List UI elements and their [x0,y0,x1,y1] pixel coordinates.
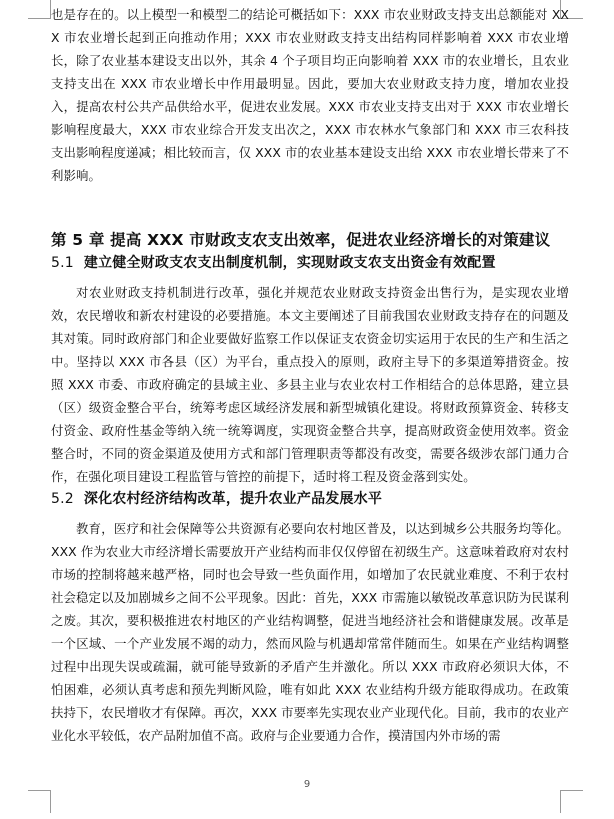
section-number: 5.2 [51,491,74,507]
section-5-1-paragraph: 对农业财政支持机制进行改革，强化并规范农业财政支持资金出售行为，是实现农业增效，农民增收和新农村建设的必要措施。本文主要阐述了目前我国农业财政支持存在的问题及其对策。同时政府部门和企业要做好监察工作以保证支农资金切实运用于农民的生产和生活之中。坚持以 XXX 市各县（区）为平台，重点投入的原则，政府主导下的多渠道筹措资金。按照 XXX 市委、市政府确定的县域主业、多县主业与农业农村工作相结合的总体思路，建立县（区）级资金整合平台，统筹考虑区域经济发展和新型城镇化建设。将财政预算资金、转移支付资金、政府性基金等纳入统一统筹调度，实现资金整合共享，提高财政资金使用效率。资金整合时，不同的资金渠道及使用方式和部门管理职责等都没有改变，需要各级涉农部门通力合作，在强化项目建设工程监管与管控的前提下，适时将工程及资金落到实处。 [51,285,569,484]
chapter-heading: 第 5 章 提高 XXX 市财政支农支出效率，促进农业经济增长的对策建议 [51,231,551,249]
document-body [51,0,569,747]
intro-paragraph: 也是存在的。以上模型一和模型二的结论可概括如下：XXX 市农业财政支持支出总额能对 XXX 市农业增长起到正向推动作用；XXX 市农业财政支持支出结构同样影响着 XXX 市农业增长，除了农业基本建设支出以外，其余 4 个子项目均正向影响着 XXX 市的农业增长，且农业支持支出在 XXX 市农业增长中作用最明显。因此，要加大农业财政支持力度，增加农业投入，提高农村公共产品供给水平，促进农业发展。XXX 市农业支持支出对于 XXX 市农业增长影响程度最大，XXX 市农业综合开发支出次之，XXX 市农林水气象部门和 XXX 市三农科技支出影响程度递减；相比较而言，仅 XXX 市的农业基本建设支出给 XXX 市农业增长带来了不利影响。 [51,7,569,183]
section-heading-5-1 [51,252,569,274]
section-5-2-paragraph: 教育，医疗和社会保障等公共资源有必要向农村地区普及，以达到城乡公共服务均等化。XXX 作为农业大市经济增长需要放开产业结构而非仅仅停留在初级生产。这意味着政府对农村市场的控制将越来越严格，同时也会导致一些负面作用，如增加了农民就业难度、不利于农村社会稳定以及加剧城乡之间不公平现象。因此：首先，XXX 市需施以敏锐改革意识防为民谋利之废。其次，要积极推进农村地区的产业结构调整，促进当地经济社会和谐健康发展。改革是一个区域、一个产业发展不竭的动力，然而风险与机遇却常常伴随而生。如果在产业结构调整过程中出现失误或疏漏，就可能导致新的矛盾产生并激化。所以 XXX 市政府必须识大体，不怕困难，必须认真考虑和预先判断风险，唯有如此 XXX 农业结构升级方能取得成功。在政策扶持下，农民增收才有保障。再次，XXX 市要率先实现农业产业现代化。目前，我市的农业产业化水平较低，农产品附加值不高。政府与企业要通力合作，摸清国内外市场的需 [51,521,569,743]
page-number: 9 [303,779,311,790]
section-heading-5-2 [51,488,569,510]
crop-mark-bottom-left [28,790,51,813]
section-title: 建立健全财政支农支出制度机制，实现财政支农支出资金有效配置 [83,255,496,271]
crop-mark-bottom-right [560,790,583,813]
section-number: 5.1 [51,255,74,271]
section-title: 深化农村经济结构改革，提升农业产品发展水平 [83,491,383,507]
crop-mark-top-left [28,0,51,19]
